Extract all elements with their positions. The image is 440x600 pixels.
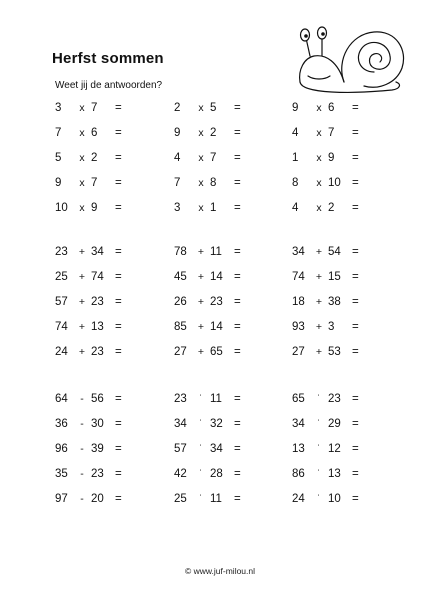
second-number: 13	[328, 468, 341, 480]
math-problem	[174, 125, 264, 141]
page-subtitle: Weet jij de antwoorden?	[55, 80, 163, 91]
second-number: 15	[328, 271, 341, 283]
operator-sign: -	[80, 468, 84, 480]
math-problem	[55, 175, 145, 191]
equals-sign: =	[115, 271, 122, 283]
first-number: 9	[174, 127, 181, 139]
first-number: 4	[292, 127, 299, 139]
first-number: 5	[55, 152, 62, 164]
second-number: 10	[328, 493, 341, 505]
operator-sign: ˙	[317, 468, 321, 480]
first-number: 4	[292, 202, 299, 214]
equals-sign: =	[352, 493, 359, 505]
operator-sign: -	[80, 493, 84, 505]
math-problem	[292, 344, 382, 360]
second-number: 9	[328, 152, 335, 164]
operator-sign: x	[316, 102, 322, 114]
math-problem	[174, 269, 264, 285]
operator-sign: ˙	[317, 443, 321, 455]
second-number: 28	[210, 468, 223, 480]
problem-row	[0, 319, 440, 335]
math-problem	[292, 244, 382, 260]
operator-sign: x	[198, 177, 204, 189]
first-number: 34	[292, 246, 305, 258]
problem-row	[0, 100, 440, 116]
math-problem	[55, 269, 145, 285]
equals-sign: =	[352, 468, 359, 480]
second-number: 2	[91, 152, 98, 164]
first-number: 7	[55, 127, 62, 139]
operator-sign: x	[198, 202, 204, 214]
operator-sign: x	[198, 152, 204, 164]
equals-sign: =	[234, 246, 241, 258]
first-number: 78	[174, 246, 187, 258]
second-number: 23	[328, 393, 341, 405]
equals-sign: =	[115, 443, 122, 455]
problem-row	[0, 244, 440, 260]
equals-sign: =	[234, 418, 241, 430]
operator-sign: x	[79, 127, 85, 139]
second-number: 10	[328, 177, 341, 189]
second-number: 2	[210, 127, 217, 139]
equals-sign: =	[234, 393, 241, 405]
problem-row	[0, 391, 440, 407]
first-number: 13	[292, 443, 305, 455]
math-problem	[292, 466, 382, 482]
first-number: 97	[55, 493, 68, 505]
math-problem	[55, 319, 145, 335]
first-number: 96	[55, 443, 68, 455]
math-problem	[292, 294, 382, 310]
operator-sign: ˙	[199, 418, 203, 430]
math-problem	[292, 416, 382, 432]
math-problem	[292, 441, 382, 457]
first-number: 45	[174, 271, 187, 283]
operator-sign: x	[79, 177, 85, 189]
math-problem	[55, 466, 145, 482]
operator-sign: ˙	[199, 393, 203, 405]
first-number: 57	[174, 443, 187, 455]
math-problem	[292, 391, 382, 407]
first-number: 9	[55, 177, 62, 189]
first-number: 24	[292, 493, 305, 505]
operator-sign: x	[316, 202, 322, 214]
operator-sign: x	[79, 152, 85, 164]
first-number: 4	[174, 152, 181, 164]
first-number: 23	[55, 246, 68, 258]
equals-sign: =	[352, 321, 359, 333]
equals-sign: =	[234, 346, 241, 358]
operator-sign: +	[197, 296, 205, 308]
first-number: 26	[174, 296, 187, 308]
math-problem	[292, 319, 382, 335]
first-number: 9	[292, 102, 299, 114]
first-number: 65	[292, 393, 305, 405]
problem-row	[0, 175, 440, 191]
equals-sign: =	[352, 346, 359, 358]
first-number: 34	[292, 418, 305, 430]
math-problem	[174, 319, 264, 335]
second-number: 39	[91, 443, 104, 455]
operator-sign: +	[197, 246, 205, 258]
problem-row	[0, 150, 440, 166]
page-title: Herfst sommen	[52, 50, 164, 67]
first-number: 24	[55, 346, 68, 358]
problem-row	[0, 466, 440, 482]
equals-sign: =	[115, 127, 122, 139]
math-problem	[174, 244, 264, 260]
equals-sign: =	[115, 246, 122, 258]
equals-sign: =	[234, 127, 241, 139]
equals-sign: =	[115, 468, 122, 480]
math-problem	[292, 491, 382, 507]
second-number: 7	[328, 127, 335, 139]
second-number: 1	[210, 202, 217, 214]
operator-sign: x	[198, 102, 204, 114]
equals-sign: =	[234, 271, 241, 283]
equals-sign: =	[115, 418, 122, 430]
second-number: 5	[210, 102, 217, 114]
math-problem	[55, 441, 145, 457]
first-number: 34	[174, 418, 187, 430]
operator-sign: -	[80, 418, 84, 430]
equals-sign: =	[352, 418, 359, 430]
problem-row	[0, 344, 440, 360]
first-number: 25	[174, 493, 187, 505]
equals-sign: =	[352, 246, 359, 258]
second-number: 2	[328, 202, 335, 214]
operator-sign: +	[315, 246, 323, 258]
second-number: 3	[328, 321, 335, 333]
second-number: 11	[210, 393, 222, 405]
operator-sign: +	[315, 346, 323, 358]
footer-credit: © www.juf-milou.nl	[184, 566, 256, 576]
second-number: 53	[328, 346, 341, 358]
math-problem	[174, 200, 264, 216]
second-number: 8	[210, 177, 217, 189]
problem-row	[0, 491, 440, 507]
math-problem	[292, 100, 382, 116]
second-number: 23	[91, 468, 104, 480]
second-number: 56	[91, 393, 104, 405]
math-problem	[292, 175, 382, 191]
equals-sign: =	[234, 102, 241, 114]
second-number: 65	[210, 346, 223, 358]
first-number: 7	[174, 177, 181, 189]
first-number: 57	[55, 296, 68, 308]
equals-sign: =	[115, 393, 122, 405]
snail-icon	[292, 20, 410, 100]
operator-sign: +	[197, 271, 205, 283]
equals-sign: =	[352, 152, 359, 164]
equals-sign: =	[115, 152, 122, 164]
operator-sign: x	[316, 177, 322, 189]
operator-sign: ˙	[199, 468, 203, 480]
second-number: 6	[328, 102, 335, 114]
second-number: 32	[210, 418, 223, 430]
first-number: 18	[292, 296, 305, 308]
first-number: 10	[55, 202, 68, 214]
math-problem	[55, 491, 145, 507]
equals-sign: =	[115, 202, 122, 214]
first-number: 25	[55, 271, 68, 283]
second-number: 23	[91, 296, 104, 308]
operator-sign: ˙	[317, 418, 321, 430]
equals-sign: =	[234, 177, 241, 189]
operator-sign: +	[315, 296, 323, 308]
second-number: 11	[210, 493, 222, 505]
first-number: 35	[55, 468, 68, 480]
first-number: 74	[292, 271, 305, 283]
first-number: 64	[55, 393, 68, 405]
math-problem	[174, 441, 264, 457]
second-number: 38	[328, 296, 341, 308]
math-problem	[55, 100, 145, 116]
math-problem	[55, 344, 145, 360]
second-number: 30	[91, 418, 104, 430]
operator-sign: -	[80, 443, 84, 455]
second-number: 74	[91, 271, 104, 283]
equals-sign: =	[234, 493, 241, 505]
first-number: 3	[174, 202, 181, 214]
first-number: 27	[292, 346, 305, 358]
operator-sign: +	[78, 296, 86, 308]
operator-sign: +	[78, 271, 86, 283]
first-number: 8	[292, 177, 299, 189]
operator-sign: x	[79, 102, 85, 114]
second-number: 7	[91, 177, 98, 189]
second-number: 9	[91, 202, 98, 214]
second-number: 7	[91, 102, 98, 114]
equals-sign: =	[234, 443, 241, 455]
math-problem	[292, 269, 382, 285]
second-number: 23	[91, 346, 104, 358]
operator-sign: +	[78, 246, 86, 258]
equals-sign: =	[352, 393, 359, 405]
first-number: 85	[174, 321, 187, 333]
math-problem	[174, 100, 264, 116]
first-number: 36	[55, 418, 68, 430]
first-number: 3	[55, 102, 62, 114]
operator-sign: +	[315, 271, 323, 283]
math-problem	[174, 294, 264, 310]
second-number: 34	[210, 443, 223, 455]
math-problem	[55, 416, 145, 432]
equals-sign: =	[352, 296, 359, 308]
math-problem	[174, 416, 264, 432]
math-problem	[174, 150, 264, 166]
math-problem	[55, 150, 145, 166]
math-problem	[174, 466, 264, 482]
operator-sign: +	[315, 321, 323, 333]
first-number: 93	[292, 321, 305, 333]
equals-sign: =	[352, 102, 359, 114]
operator-sign: +	[78, 346, 86, 358]
second-number: 12	[328, 443, 341, 455]
first-number: 86	[292, 468, 305, 480]
equals-sign: =	[115, 177, 122, 189]
first-number: 42	[174, 468, 187, 480]
equals-sign: =	[234, 202, 241, 214]
first-number: 2	[174, 102, 181, 114]
math-problem	[55, 125, 145, 141]
operator-sign: -	[80, 393, 84, 405]
problem-row	[0, 294, 440, 310]
second-number: 14	[210, 271, 223, 283]
second-number: 11	[210, 246, 222, 258]
operator-sign: x	[316, 127, 322, 139]
equals-sign: =	[234, 296, 241, 308]
math-problem	[174, 391, 264, 407]
operator-sign: +	[197, 346, 205, 358]
first-number: 74	[55, 321, 68, 333]
operator-sign: ˙	[317, 493, 321, 505]
second-number: 29	[328, 418, 341, 430]
math-problem	[174, 344, 264, 360]
math-problem	[55, 200, 145, 216]
equals-sign: =	[234, 468, 241, 480]
first-number: 1	[292, 152, 299, 164]
math-problem	[174, 491, 264, 507]
operator-sign: x	[198, 127, 204, 139]
equals-sign: =	[352, 271, 359, 283]
math-problem	[292, 150, 382, 166]
operator-sign: +	[78, 321, 86, 333]
operator-sign: ˙	[317, 393, 321, 405]
equals-sign: =	[234, 321, 241, 333]
equals-sign: =	[234, 152, 241, 164]
math-problem	[55, 244, 145, 260]
second-number: 23	[210, 296, 223, 308]
math-problem	[292, 125, 382, 141]
problem-row	[0, 269, 440, 285]
operator-sign: ˙	[199, 493, 203, 505]
equals-sign: =	[352, 443, 359, 455]
second-number: 14	[210, 321, 223, 333]
equals-sign: =	[115, 296, 122, 308]
problem-row	[0, 416, 440, 432]
operator-sign: +	[197, 321, 205, 333]
operator-sign: x	[79, 202, 85, 214]
problem-row	[0, 125, 440, 141]
first-number: 27	[174, 346, 187, 358]
equals-sign: =	[115, 102, 122, 114]
equals-sign: =	[115, 493, 122, 505]
math-problem	[55, 391, 145, 407]
operator-sign: x	[316, 152, 322, 164]
problem-row	[0, 441, 440, 457]
equals-sign: =	[352, 177, 359, 189]
second-number: 7	[210, 152, 217, 164]
math-problem	[292, 200, 382, 216]
operator-sign: ˙	[199, 443, 203, 455]
problem-row	[0, 200, 440, 216]
equals-sign: =	[352, 127, 359, 139]
second-number: 54	[328, 246, 341, 258]
math-problem	[174, 175, 264, 191]
second-number: 34	[91, 246, 104, 258]
second-number: 6	[91, 127, 98, 139]
equals-sign: =	[115, 346, 122, 358]
first-number: 23	[174, 393, 187, 405]
equals-sign: =	[352, 202, 359, 214]
math-problem	[55, 294, 145, 310]
second-number: 20	[91, 493, 104, 505]
second-number: 13	[91, 321, 104, 333]
equals-sign: =	[115, 321, 122, 333]
